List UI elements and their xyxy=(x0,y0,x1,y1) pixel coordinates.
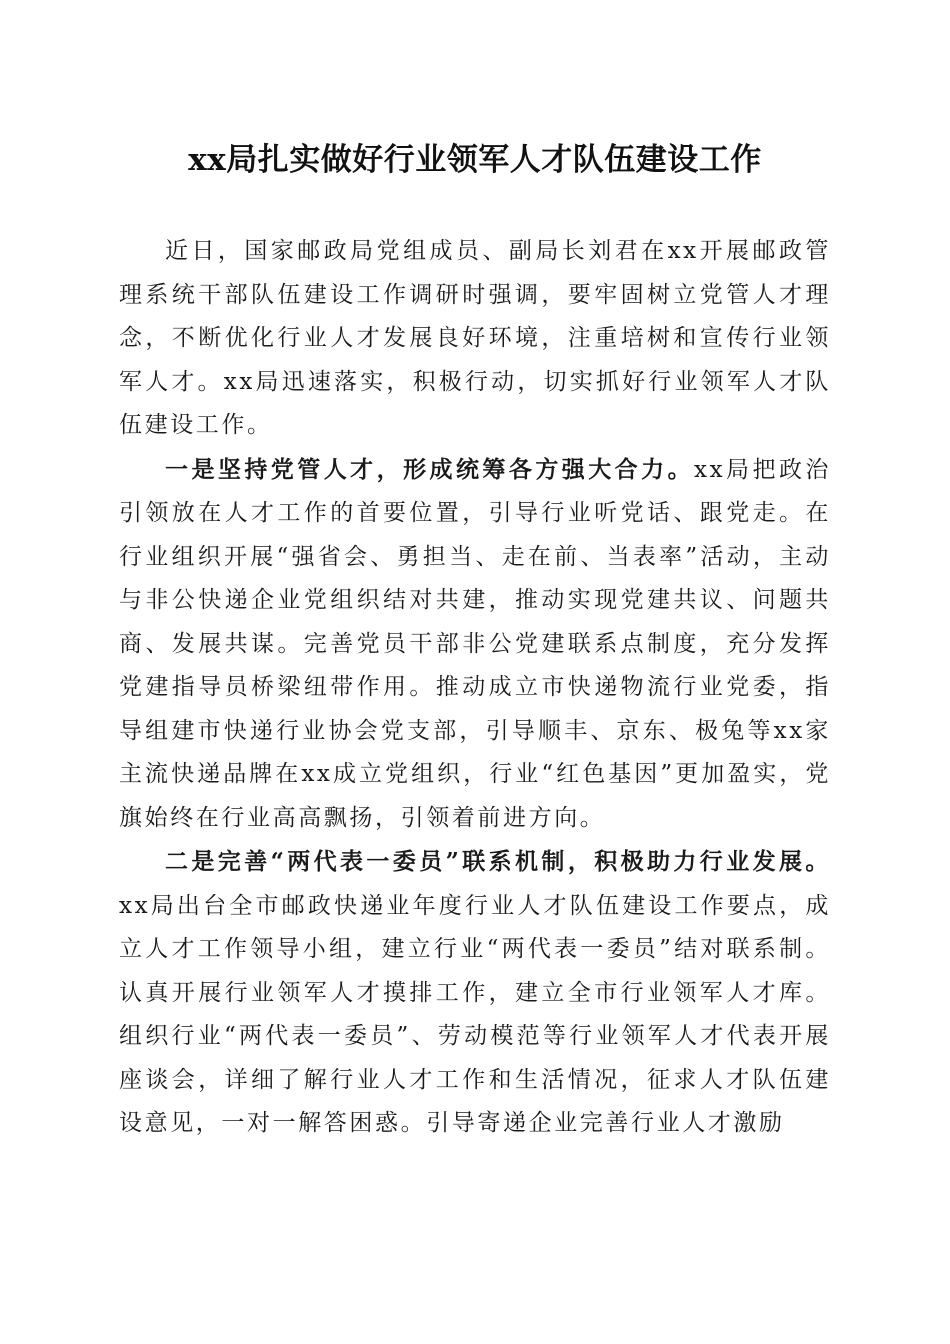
document-body xyxy=(119,230,831,1146)
paragraph-point-two-text: xx局出台全市邮政快递业年度行业人才队伍建设工作要点，成立人才工作领导小组，建立行业“两代表一委员”结对联系制。认真开展行业领军人才摸排工作，建立全市行业领军人才库。组织行业“两代表一委员”、劳动模范等行业领军人才代表开展座谈会，详细了解行业人才工作和生活情况，征求人才队伍建设意见，一对一解答困惑。引导寄递企业完善行业人才激励 xyxy=(119,892,831,1136)
paragraph-point-two xyxy=(119,840,831,1146)
paragraph-point-one xyxy=(119,448,831,841)
paragraph-point-one-heading: 一是坚持党管人才，形成统筹各方强大合力。 xyxy=(165,455,695,483)
paragraph-intro-text: 近日，国家邮政局党组成员、副局长刘君在xx开展邮政管理系统干部队伍建设工作调研时强调，要牢固树立党管人才理念，不断优化行业人才发展良好环境，注重培树和宣传行业领军人才。xx局迅速落实，积极行动，切实抓好行业领军人才队伍建设工作。 xyxy=(119,238,831,438)
paragraph-point-two-heading: 二是完善“两代表一委员”联系机制，积极助力行业发展。 xyxy=(165,848,831,875)
paragraph-intro xyxy=(119,230,831,448)
paragraph-point-one-text: xx局把政治引领放在人才工作的首要位置，引导行业听党话、跟党走。在行业组织开展“强省会、勇担当、走在前、当表率”活动，主动与非公快递企业党组织结对共建，推动实现党建共议、问题共商、发展共谋。完善党员干部非公党建联系点制度，充分发挥党建指导员桥梁纽带作用。推动成立市快递物流行业党委，指导组建市快递行业协会党支部，引导顺丰、京东、极兔等xx家主流快递品牌在xx成立党组织，行业“红色基因”更加盈实，党旗始终在行业高高飘扬，引领着前进方向。 xyxy=(119,456,831,831)
document-title: xx局扎实做好行业领军人才队伍建设工作 xyxy=(188,142,762,178)
